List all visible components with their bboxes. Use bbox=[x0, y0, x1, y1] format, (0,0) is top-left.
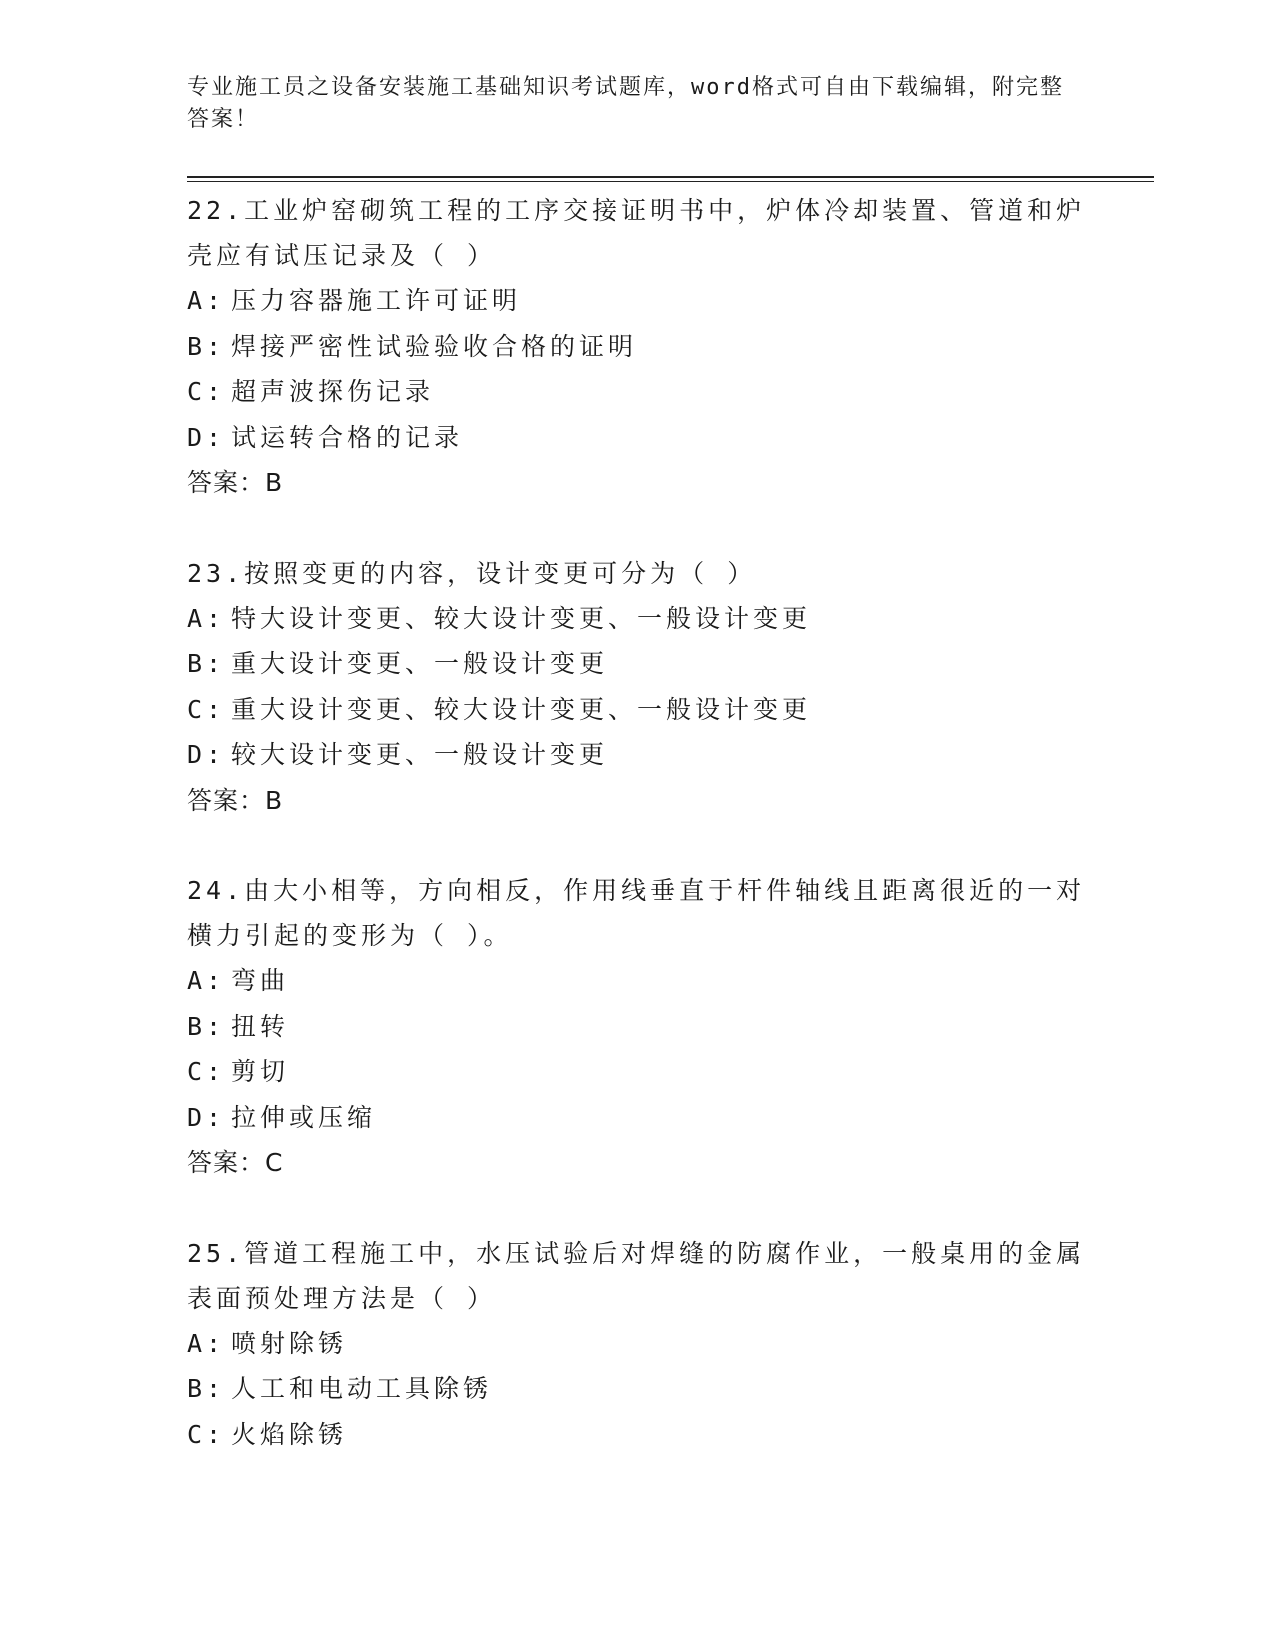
option-key: D: bbox=[187, 422, 226, 452]
option-d bbox=[187, 1095, 1087, 1141]
option-text: 拉伸或压缩 bbox=[231, 1102, 377, 1132]
option-d bbox=[187, 415, 1087, 461]
option-text: 超声波探伤记录 bbox=[231, 377, 435, 406]
option-key: B: bbox=[187, 649, 226, 678]
question-24 bbox=[187, 868, 1087, 1186]
option-a bbox=[187, 278, 1087, 324]
question-list bbox=[187, 188, 1087, 1457]
option-d bbox=[187, 732, 1087, 778]
question-stem: 24.由大小相等，方向相反，作用线垂直于杆件轴线且距离很近的一对横力引起的变形为（ ）。 bbox=[187, 876, 1086, 950]
question-gap bbox=[187, 823, 1087, 868]
option-key: D: bbox=[187, 740, 226, 769]
header-rule-thick bbox=[187, 176, 1154, 178]
question-stem: 25.管道工程施工中，水压试验后对焊缝的防腐作业，一般桌用的金属表面预处理方法是（ ） bbox=[187, 1238, 1086, 1313]
question-22 bbox=[187, 188, 1087, 506]
option-b bbox=[187, 324, 1087, 370]
option-key: B: bbox=[187, 1011, 226, 1041]
option-text: 人工和电动工具除锈 bbox=[231, 1374, 493, 1403]
option-key: C: bbox=[187, 694, 226, 724]
option-text: 扭转 bbox=[231, 1011, 290, 1041]
option-text: 特大设计变更、较大设计变更、一般设计变更 bbox=[231, 603, 812, 633]
option-key: A: bbox=[187, 1328, 226, 1358]
option-c bbox=[187, 1412, 1087, 1458]
question-gap bbox=[187, 1186, 1087, 1231]
option-key: B: bbox=[187, 331, 226, 361]
answer-line: 答案：B bbox=[187, 468, 284, 497]
option-key: A: bbox=[187, 966, 226, 995]
option-a bbox=[187, 596, 1087, 642]
option-b bbox=[187, 1366, 1087, 1412]
document-header: 专业施工员之设备安装施工基础知识考试题库，word格式可自由下载编辑，附完整答案！ bbox=[187, 75, 1064, 132]
option-key: B: bbox=[187, 1374, 226, 1403]
option-key: C: bbox=[187, 377, 226, 406]
option-key: D: bbox=[187, 1102, 226, 1132]
option-text: 压力容器施工许可证明 bbox=[231, 286, 522, 315]
option-c bbox=[187, 1049, 1087, 1095]
option-text: 焊接严密性试验验收合格的证明 bbox=[231, 331, 638, 361]
answer-line: 答案：C bbox=[187, 1148, 284, 1177]
option-text: 弯曲 bbox=[231, 966, 290, 995]
question-25 bbox=[187, 1231, 1087, 1458]
option-text: 喷射除锈 bbox=[231, 1328, 348, 1358]
question-gap bbox=[187, 506, 1087, 551]
option-text: 较大设计变更、一般设计变更 bbox=[231, 740, 609, 769]
question-stem: 22.工业炉窑砌筑工程的工序交接证明书中，炉体冷却装置、管道和炉壳应有试压记录及（ ） bbox=[187, 196, 1086, 270]
question-stem: 23.按照变更的内容，设计变更可分为（ ） bbox=[187, 558, 757, 588]
option-c bbox=[187, 687, 1087, 733]
option-key: C: bbox=[187, 1057, 226, 1086]
option-text: 剪切 bbox=[231, 1057, 290, 1086]
option-b bbox=[187, 1004, 1087, 1050]
option-a bbox=[187, 1321, 1087, 1367]
option-a bbox=[187, 958, 1087, 1004]
header-rule-thin bbox=[187, 181, 1154, 182]
option-key: A: bbox=[187, 603, 226, 633]
option-text: 试运转合格的记录 bbox=[231, 422, 464, 452]
answer-line: 答案：B bbox=[187, 785, 284, 815]
option-key: A: bbox=[187, 286, 226, 315]
question-23 bbox=[187, 551, 1087, 824]
option-text: 重大设计变更、一般设计变更 bbox=[231, 649, 609, 678]
option-text: 火焰除锈 bbox=[231, 1419, 348, 1449]
option-text: 重大设计变更、较大设计变更、一般设计变更 bbox=[231, 694, 812, 724]
option-b bbox=[187, 641, 1087, 687]
option-c bbox=[187, 369, 1087, 415]
option-key: C: bbox=[187, 1419, 226, 1449]
